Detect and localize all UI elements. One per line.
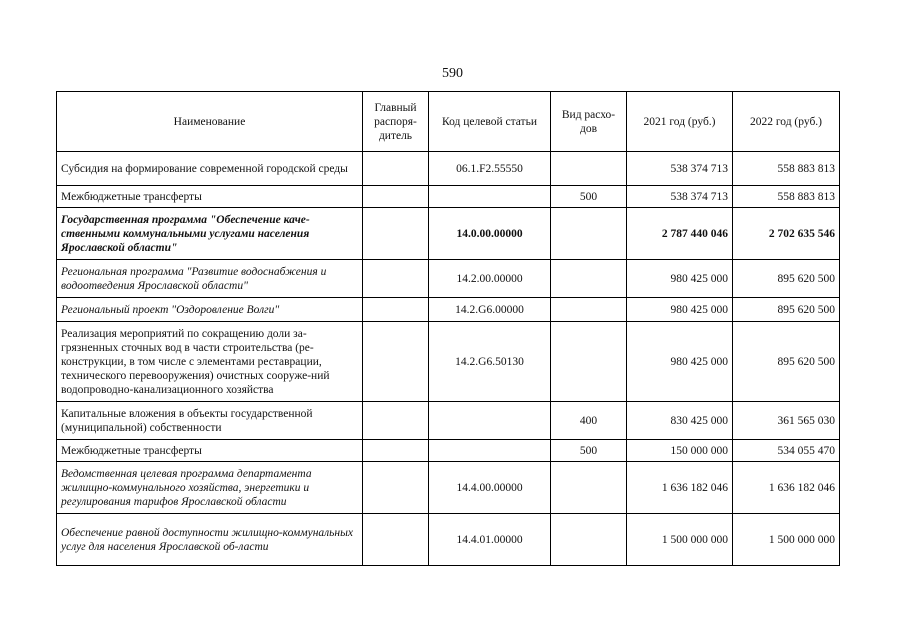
row-grbs xyxy=(363,208,429,260)
row-grbs xyxy=(363,462,429,514)
header-grbs: Главный распоря-дитель xyxy=(363,92,429,152)
row-2021: 980 425 000 xyxy=(627,322,733,402)
table-row xyxy=(57,440,840,462)
header-2022: 2022 год (руб.) xyxy=(733,92,840,152)
row-grbs xyxy=(363,440,429,462)
row-code: 14.4.00.00000 xyxy=(429,462,551,514)
row-code xyxy=(429,440,551,462)
row-code: 14.4.01.00000 xyxy=(429,514,551,566)
row-name: Региональный проект "Оздоровление Волги" xyxy=(57,298,363,322)
row-vid xyxy=(551,208,627,260)
row-2021: 538 374 713 xyxy=(627,152,733,186)
budget-table xyxy=(56,91,840,566)
row-code xyxy=(429,186,551,208)
row-vid xyxy=(551,322,627,402)
row-code: 14.2.G6.50130 xyxy=(429,322,551,402)
row-2021: 830 425 000 xyxy=(627,402,733,440)
row-vid: 500 xyxy=(551,186,627,208)
row-name: Обеспечение равной доступности жилищно-коммунальных услуг для населения Ярославской об-ласти xyxy=(57,514,363,566)
row-2022: 2 702 635 546 xyxy=(733,208,840,260)
row-2021: 980 425 000 xyxy=(627,260,733,298)
row-2022: 895 620 500 xyxy=(733,260,840,298)
row-code: 14.2.G6.00000 xyxy=(429,298,551,322)
row-vid xyxy=(551,298,627,322)
header-code: Код целевой статьи xyxy=(429,92,551,152)
row-code: 06.1.F2.55550 xyxy=(429,152,551,186)
row-grbs xyxy=(363,402,429,440)
table-row xyxy=(57,514,840,566)
table-row xyxy=(57,402,840,440)
table-row xyxy=(57,462,840,514)
table-body xyxy=(57,152,840,566)
row-grbs xyxy=(363,186,429,208)
page-number: 590 xyxy=(442,66,463,81)
row-code: 14.0.00.00000 xyxy=(429,208,551,260)
table-row xyxy=(57,260,840,298)
row-grbs xyxy=(363,152,429,186)
table-header-row xyxy=(57,92,840,152)
header-name: Наименование xyxy=(57,92,363,152)
row-2021: 150 000 000 xyxy=(627,440,733,462)
row-grbs xyxy=(363,298,429,322)
row-2022: 1 500 000 000 xyxy=(733,514,840,566)
table-row xyxy=(57,322,840,402)
row-vid xyxy=(551,260,627,298)
row-grbs xyxy=(363,322,429,402)
header-2021: 2021 год (руб.) xyxy=(627,92,733,152)
row-2022: 1 636 182 046 xyxy=(733,462,840,514)
header-vid: Вид расхо-дов xyxy=(551,92,627,152)
row-name: Капитальные вложения в объекты государственной (муниципальной) собственности xyxy=(57,402,363,440)
table-row xyxy=(57,208,840,260)
row-2021: 2 787 440 046 xyxy=(627,208,733,260)
row-name: Региональная программа "Развитие водоснабжения и водоотведения Ярославской области" xyxy=(57,260,363,298)
row-2022: 558 883 813 xyxy=(733,152,840,186)
row-vid: 500 xyxy=(551,440,627,462)
row-2021: 980 425 000 xyxy=(627,298,733,322)
row-name: Государственная программа "Обеспечение каче-ственными коммунальными услугами населения Ярославской области" xyxy=(57,208,363,260)
row-vid xyxy=(551,152,627,186)
row-code: 14.2.00.00000 xyxy=(429,260,551,298)
row-2022: 534 055 470 xyxy=(733,440,840,462)
row-name: Межбюджетные трансферты xyxy=(57,440,363,462)
row-2021: 1 500 000 000 xyxy=(627,514,733,566)
table-row xyxy=(57,186,840,208)
row-grbs xyxy=(363,514,429,566)
row-code xyxy=(429,402,551,440)
row-name: Ведомственная целевая программа департамента жилищно-коммунального хозяйства, энергетики и регулирования тарифов Ярославской области xyxy=(57,462,363,514)
row-vid xyxy=(551,462,627,514)
row-name: Межбюджетные трансферты xyxy=(57,186,363,208)
row-2021: 1 636 182 046 xyxy=(627,462,733,514)
row-2021: 538 374 713 xyxy=(627,186,733,208)
row-2022: 895 620 500 xyxy=(733,322,840,402)
row-name: Субсидия на формирование современной городской среды xyxy=(57,152,363,186)
row-vid: 400 xyxy=(551,402,627,440)
row-2022: 558 883 813 xyxy=(733,186,840,208)
table-row xyxy=(57,152,840,186)
row-name: Реализация мероприятий по сокращению доли за-грязненных сточных вод в части строительства (ре-конструкции, в том числе с элементами реставрации, технического перевооружения) очистных сооруже-ний водопроводно-канализационного хозяйства xyxy=(57,322,363,402)
row-grbs xyxy=(363,260,429,298)
table-row xyxy=(57,298,840,322)
row-2022: 361 565 030 xyxy=(733,402,840,440)
row-vid xyxy=(551,514,627,566)
row-2022: 895 620 500 xyxy=(733,298,840,322)
